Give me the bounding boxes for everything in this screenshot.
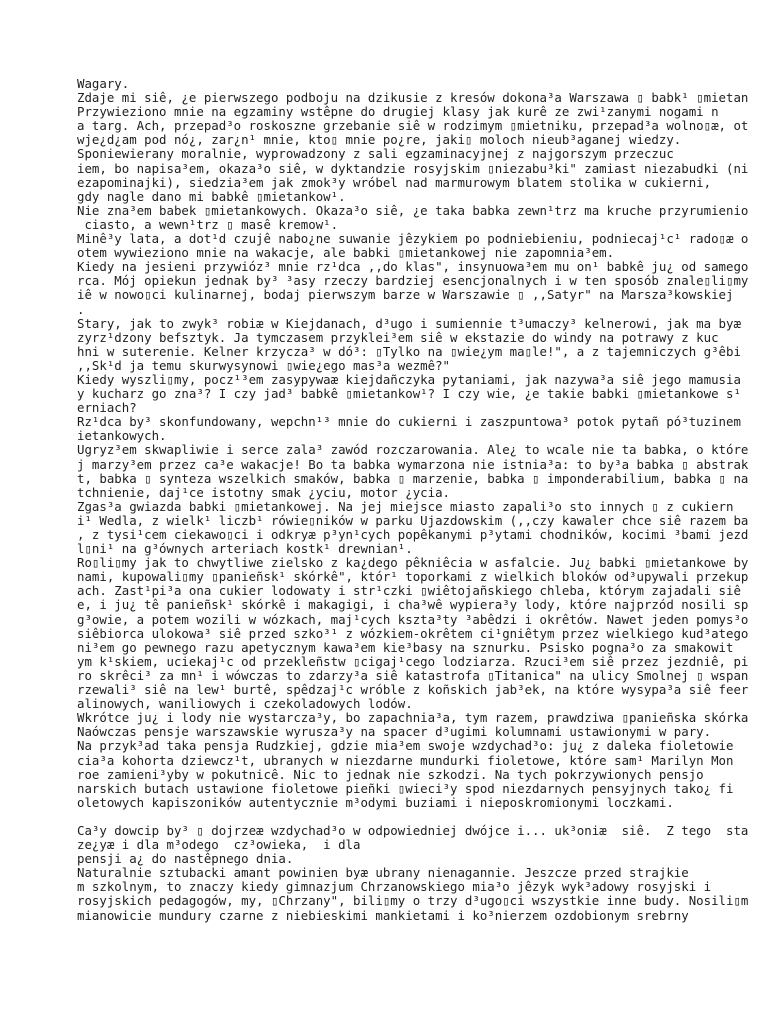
text-line: cia³a kohorta dziewcz¹t, ubranych w niezdarne mundurki fioletowe, które sam¹ Marilyn Mon — [77, 753, 734, 768]
text-line: t, babka ▯ synteza wszelkich smaków, babka ▯ marzenie, babka ▯ imponderabilium, babka ▯ na — [77, 471, 749, 486]
text-line: otem wywieziono mnie na wakacje, ale babki ▯mietankowej nie zapomnia³em. — [77, 246, 615, 261]
text-line: Na przyk³ad taka pensja Rudzkiej, gdzie mia³em swoje wzdychad³o: ju¿ z daleka fioletowie — [77, 739, 734, 754]
text-line: gdy nagle dano mi babkê ▯mietankow¹. — [77, 189, 346, 204]
text-line: ezapominajki), siedzia³em jak zmok³y wróbel nad marmurowym blatem stolika w cukierni, — [77, 175, 712, 190]
document-text — [77, 77, 768, 923]
text-line: Kiedy na jesieni przywióz³ mnie rz¹dca ,,do klas", insynuowa³em mu on¹ babkê ju¿ od samego — [77, 260, 749, 275]
text-line: Ugryz³em skwapliwie i serce zala³ zawód rozczarowania. Ale¿ to wcale nie ta babka, o które — [77, 443, 749, 458]
text-line: zyrz¹dzony befsztyk. Ja tymczasem przyklei³em siê w ekstazie do windy na potrawy z kuc — [77, 330, 719, 345]
text-line: Zgas³a gwiazda babki ▯mietankowej. Na jej miejsce miasto zapali³o sto innych ▯ z cukiern — [77, 499, 734, 514]
text-line: a targ. Ach, przepad³o roskoszne grzebanie siê w rodzimym ▯mietniku, przepad³a wolno▯æ, ot — [77, 119, 749, 134]
text-line: alinowych, waniliowych i czekoladowych lodów. — [77, 697, 413, 712]
text-line: ym k¹skiem, uciekaj¹c od przekleñstw ▯cigaj¹cego lodziarza. Rzuci³em siê przez jezdniê, pi — [77, 654, 749, 669]
text-line: Minê³y lata, a dot¹d czujê nabo¿ne suwanie jêzykiem po podniebieniu, podniecaj¹c¹ rado▯æ o — [77, 232, 749, 247]
text-line: Wagary. — [77, 77, 130, 91]
text-line: e, i ju¿ tê panieñsk¹ skórkê i makagigi, i cha³wê wypiera³y lody, które najprzód nosili sp — [77, 598, 749, 613]
text-line: Sponiewierany moralnie, wyprowadzony z sali egzaminacyjnej z najgorszym przeczuc — [77, 147, 674, 162]
text-line: i¹ Wedla, z wielk¹ liczb¹ rówie▯ników w parku Ujazdowskim (,,czy kawaler chce siê razem ba — [77, 513, 749, 528]
text-line: Kiedy wyszli▯my, pocz¹³em zasypywaæ kiejdañczyka pytaniami, jak nazywa³a siê jego mamusia — [77, 372, 741, 387]
text-line: pensji a¿ do nastêpnego dnia. — [77, 852, 294, 867]
text-line: rosyjskich pedagogów, my, ▯Chrzany", bili▯my o trzy d³ugo▯ci wszystkie inne budy. Nosili▯m — [77, 894, 749, 909]
text-line: tchnienie, daj¹ce istotny smak ¿yciu, motor ¿ycia. — [77, 485, 450, 500]
text-line: nami, kupowali▯my ▯panieñsk¹ skórkê", któr¹ toporkami z wielkich bloków od³upywali przekup — [77, 570, 749, 585]
text-line: l▯ni¹ na g³ównych arteriach kostk¹ drewnian¹. — [77, 542, 413, 557]
text-line: Stary, jak to zwyk³ robiæ w Kiejdanach, d³ugo i sumiennie t³umaczy³ kelnerowi, jak ma byæ — [77, 316, 741, 331]
text-line: roe zamieni³yby w pokutnicê. Nic to jednak nie szkodzi. Na tych pokrzywionych pensjo — [77, 767, 704, 782]
text-line: y kucharz go zna³? I czy jad³ babkê ▯mietankow¹? I czy wie, ¿e takie babki ▯mietankowe s¹ — [77, 387, 741, 402]
text-line: Przywieziono mnie na egzaminy wstêpne do drugiej klasy jak kurê ze zwi¹zanymi nogami n — [77, 105, 719, 120]
text-line: m szkolnym, to znaczy kiedy gimnazjum Chrzanowskiego mia³o jêzyk wyk³adowy rosyjski i — [77, 880, 712, 895]
text-line: ,,Sk¹d ja temu skurwysynowi ▯wie¿ego mas³a wezmê?" — [77, 358, 450, 373]
text-line: ni³em go pewnego razu apetycznym kawa³em kie³basy na sznurku. Psisko pogna³o za smakowit — [77, 640, 734, 655]
text-line: ietankowych. — [77, 429, 167, 444]
text-line: Nie zna³em babek ▯mietankowych. Okaza³o siê, ¿e taka babka zewn¹trz ma kruche przyrumienio — [77, 203, 749, 218]
text-line: ze¿yæ i dla m³odego cz³owieka, i dla — [77, 838, 361, 853]
text-line: , z tysi¹cem ciekawo▯ci i odkryæ p³yn¹cych popêkanymi p³ytami chodników, kocimi ³bami jezd — [77, 528, 749, 542]
text-line: Naturalnie sztubacki amant powinien byæ ubrany nienagannie. Jeszcze przed strajkie — [77, 866, 689, 881]
text-line: Zdaje mi siê, ¿e pierwszego podboju na dzikusie z kresów dokona³a Warszawa ▯ babk¹ ▯mietan — [77, 91, 749, 106]
text-line: siêbiorca ulokowa³ siê przed szko³¹ z wózkiem-okrêtem ci¹gniêtym przez wielkiego kud³atego — [77, 626, 749, 641]
text-line: ciasto, a wewn¹trz ▯ masê kremow¹. — [77, 217, 339, 232]
text-line: j marzy³em przez ca³e wakacje! Bo ta babka wymarzona nie istnia³a: to by³a babka ▯ abstrak — [77, 457, 749, 472]
text-line: mianowicie mundury czarne z niebieskimi mankietami i ko³nierzem ozdobionym srebrny — [77, 908, 689, 923]
text-line: Rz¹dca by³ skonfundowany, wepchn¹³ mnie do cukierni i zaszpuntowa³ potok pytañ pó³tuzinem — [77, 415, 741, 430]
text-line: erniach? — [77, 401, 137, 416]
text-line: Naówczas pensje warszawskie wyrusza³y na spacer d³ugimi kolumnami ustawionymi w pary. — [77, 725, 712, 740]
text-line: Wkrótce ju¿ i lody nie wystarcza³y, bo zapachnia³a, tym razem, prawdziwa ▯panieñska skórka — [77, 711, 749, 726]
text-line: rca. Mój opiekun jednak by³ ³asy rzeczy bardziej esencjonalnych i w ten sposób znale▯li▯my — [77, 274, 749, 289]
text-line: . — [77, 302, 85, 317]
text-line: hni w suterenie. Kelner krzycza³ w dó³: ▯Tylko na ▯wie¿ym ma▯le!", a z tajemniczych g³êbi — [77, 344, 741, 359]
text-line: rzewali³ siê na lew¹ burtê, spêdzaj¹c wróble z koñskich jab³ek, na które wysypa³a siê feer — [77, 683, 749, 698]
text-line: ach. Zast¹pi³a ona cukier lodowaty i str¹czki ▯wiêtojañskiego chleba, którym zajadali siê — [77, 584, 741, 599]
text-line: wje¿d¿am pod nó¿, zar¿n¹ mnie, kto▯ mnie po¿re, jaki▯ moloch nieub³aganej wiedzy. — [77, 133, 682, 148]
text-line: ro skrêci³ za mn¹ i wówczas to zdarzy³a siê katastrofa ▯Titanica" na ulicy Smolnej ▯ wspan — [77, 668, 749, 683]
text-line: iê w nowo▯ci kulinarnej, bodaj pierwszym barze w Warszawie ▯ ,,Satyr" na Marsza³kowskiej — [77, 288, 734, 303]
text-line: iem, bo napisa³em, okaza³o siê, w dyktandzie rosyjskim ▯niezabu³ki" zamiast niezabudki (ni — [77, 161, 749, 176]
text-line: Ro▯li▯my jak to chwytliwe zielsko z ka¿dego pêkniêcia w asfalcie. Ju¿ babki ▯mietankowe by — [77, 556, 749, 571]
text-line — [77, 810, 768, 824]
text-line: narskich butach ustawione fioletowe pieñki ▯wieci³y spod niezdarnych pensyjnych tako¿ fi — [77, 781, 734, 796]
text-line: g³owie, a potem wozili w wózkach, maj¹cych kszta³ty ³abêdzi i okrêtów. Nawet jeden pomys³o — [77, 612, 749, 627]
text-line: Ca³y dowcip by³ ▯ dojrzeæ wzdychad³o w odpowiedniej dwójce i... uk³oniæ siê. Z tego sta — [77, 823, 749, 838]
text-line: oletowych kapiszoników autentycznie m³odymi buziami i nieposkromionymi loczkami. — [77, 795, 674, 810]
